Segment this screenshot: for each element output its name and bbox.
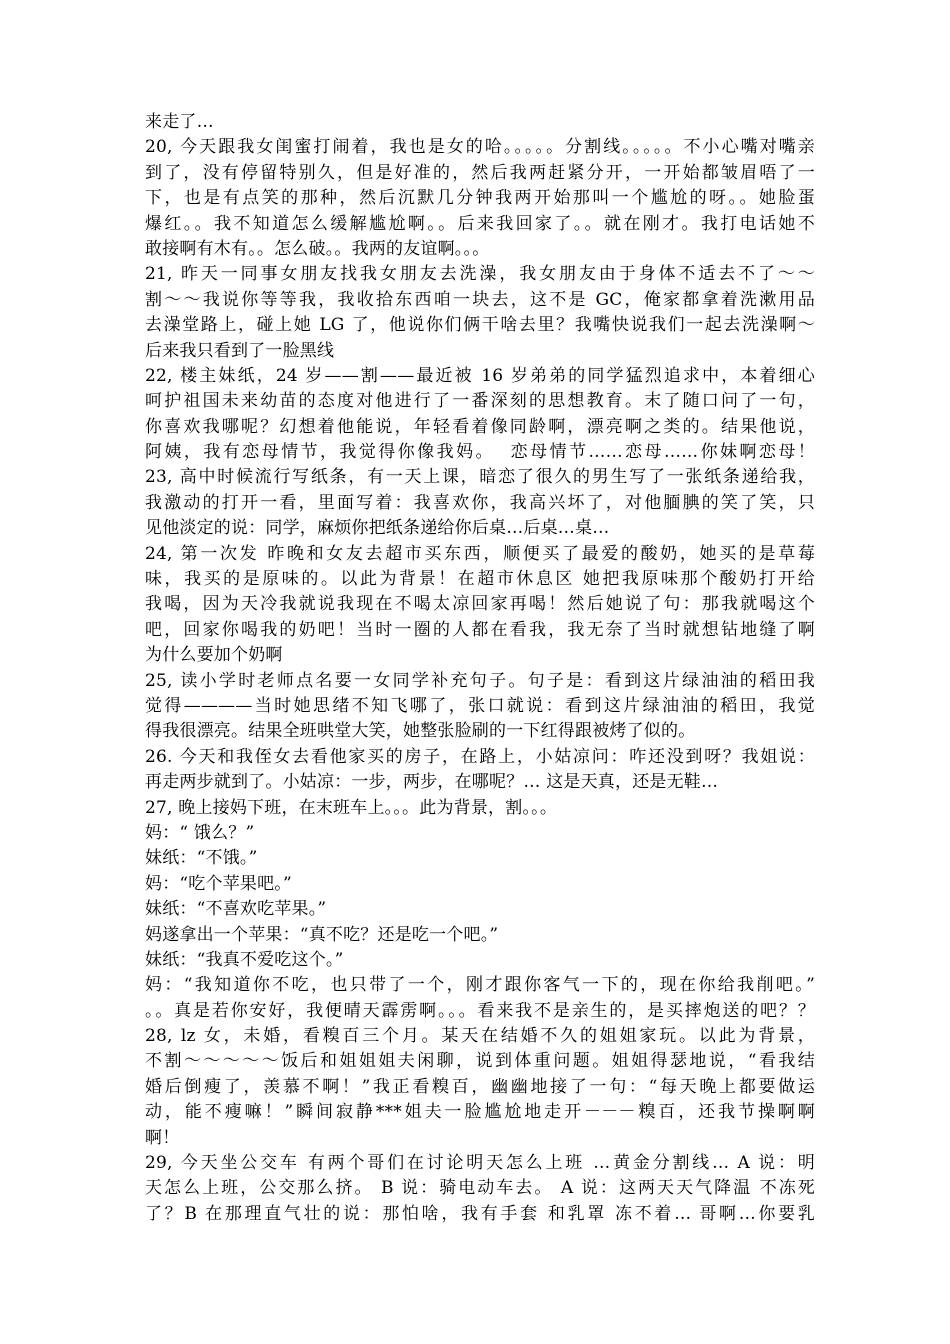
- text-line: 24, 第一次发 昨晚和女友去超市买东西，顺便买了最爱的酸奶，她买的是草莓: [145, 543, 815, 564]
- text-line: 割～～我说你等等我，我收拾东西咱一块去，这不是 GC，俺家都拿着洗漱用品: [145, 289, 815, 310]
- text-line: 妈：“ 饿么？”: [145, 822, 255, 843]
- text-line: 来走了…: [145, 112, 214, 132]
- text-line: 见他淡定的说：同学，麻烦你把纸条递给你后桌…后桌…桌…: [145, 518, 610, 539]
- text-line: 我激动的打开一看，里面写着：我喜欢你，我高兴坏了，对他腼腆的笑了笑，只: [145, 492, 815, 513]
- text-line: 不割～～～～～饭后和姐姐姐夫闲聊，说到体重问题。姐姐得瑟地说，“看我结: [145, 1051, 815, 1072]
- text-line: 妹纸：“我真不爱吃这个。”: [145, 949, 344, 970]
- text-line: 得我很漂亮。结果全班哄堂大笑，她整张脸刷的一下红得跟被烤了似的。: [145, 721, 696, 742]
- text-line: 妈：“我知道你不吃，也只带了一个，刚才跟你客气一下的，现在你给我削吧。”: [145, 975, 815, 996]
- text-line: 阿姨，我有恋母情节，我觉得你像我妈。 恋母情节……恋母……你妹啊恋母！: [145, 442, 815, 463]
- text-line: 妹纸：“不喜欢吃苹果。”: [145, 899, 327, 920]
- text-line: 了？B 在那理直气壮的说：那怕啥，我有手套 和乳罩 冻不着… 哥啊…你要乳: [145, 1203, 815, 1224]
- text-line: 我喝，因为天冷我就说我现在不喝太凉回家再喝！然后她说了句：那我就喝这个: [145, 594, 815, 615]
- document-page: [145, 110, 815, 1227]
- text-line: 觉得————当时她思绪不知飞哪了，张口就说：看到这片绿油油的稻田，我觉: [145, 695, 815, 716]
- text-line: 去澡堂路上，碰上她 LG 了，他说你们俩干啥去里？我嘴快说我们一起去洗澡啊～: [145, 315, 815, 336]
- text-line: 你喜欢我哪呢？幻想着他能说，年轻看着像同龄啊，漂亮啊之类的。结果他说，: [145, 416, 815, 437]
- text-line: 20, 今天跟我女闺蜜打闹着，我也是女的哈。。。。。分割线。。。。。不小心嘴对嘴亲: [145, 137, 815, 158]
- text-line: 22, 楼主妹纸，24 岁——割——最近被 16 岁弟弟的同学猛烈追求中，本着细心: [145, 365, 815, 386]
- text-line: 敢接啊有木有。。怎么破。。我两的友谊啊。。。: [145, 238, 490, 259]
- text-line: 下，也是有点笑的那种，然后沉默几分钟我两开始那叫一个尴尬的呀。。她脸蛋: [145, 188, 815, 209]
- text-line: 。。真是若你安好，我便晴天霹雳啊。。。看来我不是亲生的，是买摔炮送的吧？？: [145, 1000, 815, 1021]
- text-line: 爆红。。我不知道怎么缓解尴尬啊。。后来我回家了。。就在刚才。我打电话她不: [145, 213, 815, 234]
- text-line: 为什么要加个奶啊: [145, 645, 283, 666]
- text-line: 28, lz 女，未婚，看糗百三个月。某天在结婚不久的姐姐家玩。以此为背景，: [145, 1026, 815, 1047]
- text-line: 29, 今天坐公交车 有两个哥们在讨论明天怎么上班 …黄金分割线… A 说：明: [145, 1153, 815, 1174]
- text-line: 吧，回家你喝我的奶吧！当时一圈的人都在看我，我无奈了当时就想钻地缝了啊: [145, 619, 815, 640]
- text-line: 天怎么上班，公交那么挤。 B 说：骑电动车去。 A 说：这两天天气降温 不冻死: [145, 1178, 815, 1199]
- text-line: 婚后倒瘦了，羡慕不啊！”我正看糗百，幽幽地接了一句：“每天晚上都要做运: [145, 1076, 815, 1097]
- text-line: 味，我买的是原味的。以此为背景！在超市休息区 她把我原味那个酸奶打开给: [145, 569, 815, 590]
- text-line: 呵护祖国未来幼苗的态度对他进行了一番深刻的思想教育。末了随口问了一句，: [145, 391, 815, 412]
- text-line: 到了，没有停留特别久，但是好准的，然后我两赶紧分开，一开始都皱眉唔了一: [145, 162, 815, 183]
- text-line: 26. 今天和我侄女去看他家买的房子，在路上，小姑凉问：咋还没到呀？我姐说：: [145, 746, 815, 767]
- text-line: 啊！: [145, 1127, 180, 1148]
- text-line: 再走两步就到了。小姑凉：一步，两步，在哪呢？… 这是天真，还是无鞋…: [145, 772, 719, 793]
- text-line: 25, 读小学时老师点名要一女同学补充句子。句子是：看到这片绿油油的稻田我: [145, 670, 815, 691]
- text-line: 23, 高中时候流行写纸条，有一天上课，暗恋了很久的男生写了一张纸条递给我，: [145, 467, 815, 488]
- text-line: 妈：“吃个苹果吧。”: [145, 873, 292, 894]
- text-line: 后来我只看到了一脸黑线: [145, 340, 335, 361]
- text-line: 动，能不瘦嘛！”瞬间寂静***姐夫一脸尴尬地走开－－－糗百，还我节操啊啊: [145, 1102, 815, 1123]
- text-line: 27, 晚上接妈下班，在末班车上。。。此为背景，割。。。: [145, 797, 558, 818]
- text-line: 妹纸：“不饿。”: [145, 848, 258, 869]
- text-line: 妈遂拿出一个苹果：“真不吃？还是吃一个吧。”: [145, 924, 499, 945]
- text-line: 21, 昨天一同事女朋友找我女朋友去洗澡，我女朋友由于身体不适去不了～～: [145, 264, 815, 285]
